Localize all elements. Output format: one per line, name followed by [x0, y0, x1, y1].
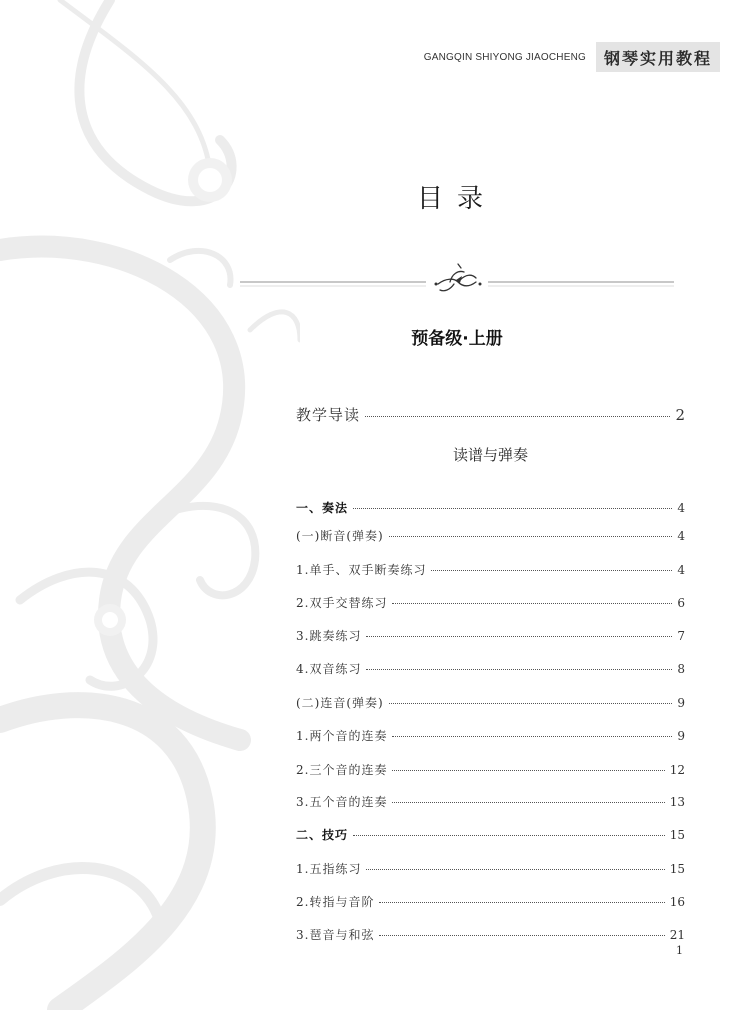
toc-label: (二)连音(弹奏)	[296, 696, 384, 710]
toc-page: 6	[677, 596, 685, 610]
toc-row-intro[interactable]	[296, 404, 685, 425]
toc-leader-dots	[389, 703, 673, 704]
toc-row[interactable]	[296, 594, 685, 611]
toc-label: 2.转指与音阶	[296, 895, 375, 909]
toc-label: 二、技巧	[296, 828, 349, 842]
toc-leader-dots	[353, 508, 672, 509]
toc-page: 9	[677, 729, 685, 743]
toc-page: 2	[675, 406, 685, 424]
volume-subtitle: 预备级·上册	[411, 329, 503, 349]
page-title: 目录	[416, 184, 497, 214]
toc-label: 3.跳奏练习	[296, 629, 362, 643]
toc-page: 8	[677, 662, 685, 676]
header-title-box	[596, 42, 720, 72]
toc-row[interactable]	[296, 793, 685, 810]
ornament-divider	[240, 262, 674, 302]
toc-page: 13	[669, 795, 685, 809]
toc-label: 3.琶音与和弦	[296, 928, 375, 942]
toc-leader-dots	[379, 902, 664, 903]
toc-row[interactable]	[296, 627, 685, 644]
toc-row[interactable]	[296, 727, 685, 744]
toc-label: 4.双音练习	[296, 662, 362, 676]
toc-row[interactable]	[296, 660, 685, 677]
swirl-decoration	[0, 0, 300, 1010]
toc-leader-dots	[392, 603, 672, 604]
toc-row[interactable]	[296, 694, 685, 711]
running-header	[424, 40, 720, 74]
toc-row[interactable]	[296, 826, 685, 843]
toc-page: 15	[669, 862, 685, 876]
toc-leader-dots	[366, 636, 672, 637]
toc-label: 教学导读	[296, 406, 361, 424]
toc-row[interactable]	[296, 527, 685, 544]
toc-leader-dots	[392, 802, 664, 803]
toc-row[interactable]	[296, 561, 685, 578]
toc-label: 1.单手、双手断奏练习	[296, 563, 427, 577]
toc-label: 2.双手交替练习	[296, 596, 388, 610]
toc-page: 21	[669, 928, 685, 942]
toc-row[interactable]	[296, 499, 685, 516]
toc-page: 16	[669, 895, 685, 909]
toc-leader-dots	[353, 835, 665, 836]
toc-label: 一、奏法	[296, 501, 349, 515]
header-title-cn: 钢琴实用教程	[603, 48, 712, 68]
toc-page: 9	[677, 696, 685, 710]
section-heading: 读谱与弹奏	[452, 446, 528, 464]
header-subtitle-en: GANGQIN SHIYONG JIAOCHENG	[423, 51, 586, 63]
toc-row[interactable]	[296, 926, 685, 943]
toc-label: (一)断音(弹奏)	[296, 529, 384, 543]
toc-leader-dots	[389, 536, 673, 537]
toc-row[interactable]	[296, 761, 685, 778]
toc-label: 2.三个音的连奏	[296, 763, 388, 777]
toc-label: 1.五指练习	[296, 862, 362, 876]
toc-page: 12	[669, 763, 685, 777]
toc-row[interactable]	[296, 860, 685, 877]
toc-leader-dots	[366, 669, 672, 670]
toc-row[interactable]	[296, 893, 685, 910]
toc-label: 3.五个音的连奏	[296, 795, 388, 809]
toc-page: 4	[677, 501, 685, 515]
toc-leader-dots	[392, 736, 672, 737]
toc-page: 4	[677, 563, 685, 577]
toc-page: 7	[677, 629, 685, 643]
toc-leader-dots	[379, 935, 664, 936]
toc-leader-dots	[366, 869, 664, 870]
toc-page: 4	[677, 529, 685, 543]
toc-leader-dots	[365, 416, 670, 417]
toc-page: 15	[669, 828, 685, 842]
toc-leader-dots	[392, 770, 664, 771]
page-number: 1	[676, 944, 683, 957]
toc-leader-dots	[431, 570, 672, 571]
toc-label: 1.两个音的连奏	[296, 729, 388, 743]
